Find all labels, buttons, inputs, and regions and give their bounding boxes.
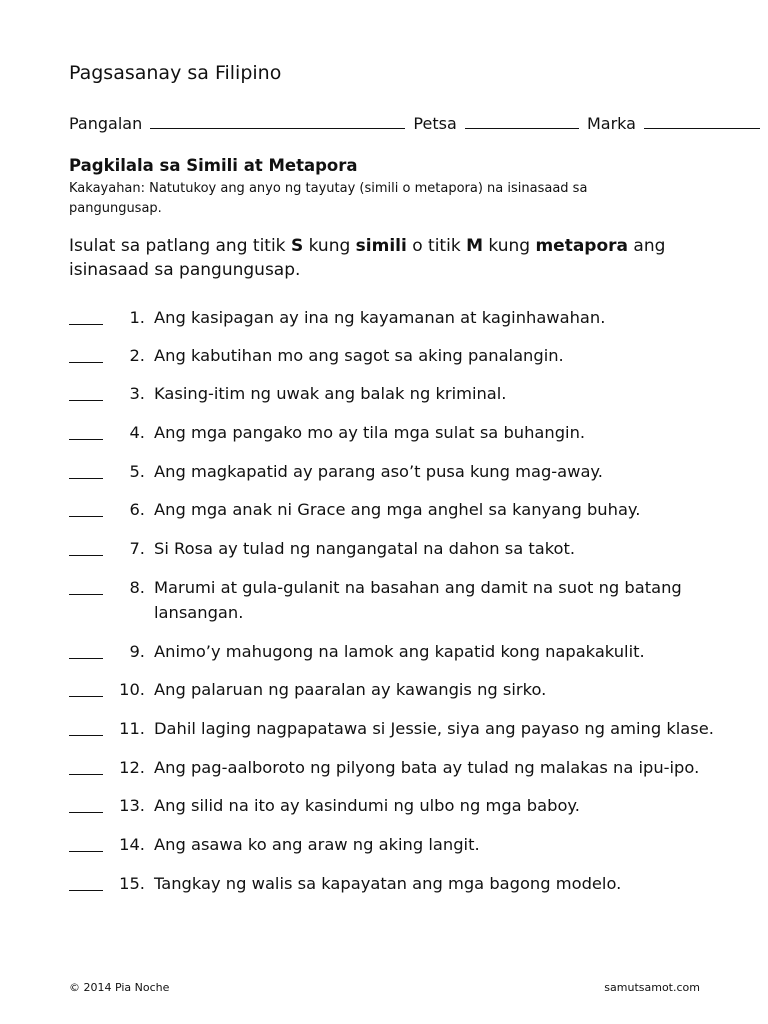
item-number: 1.: [129, 308, 145, 327]
answer-blank[interactable]: [69, 497, 103, 517]
answer-blank[interactable]: [69, 755, 103, 775]
instr-part3: o titik: [406, 236, 467, 256]
answer-blank[interactable]: [69, 459, 103, 479]
exercise-list: [69, 305, 719, 896]
item-text: Dahil laging nagpapatawa si Jessie, siya ang payaso ng aming klase.: [154, 719, 714, 738]
item-text: Si Rosa ay tulad ng nangangatal na dahon sa takot.: [154, 539, 576, 558]
item-number: 15.: [119, 874, 145, 893]
item-number: 4.: [129, 423, 145, 442]
item-text: Animo’y mahugong na lamok ang kapatid kong napakakulit.: [154, 642, 645, 661]
exercise-item: [69, 755, 719, 780]
exercise-item: [69, 536, 719, 561]
item-number: 8.: [129, 578, 145, 597]
instr-s-letter: S: [290, 236, 304, 256]
exercise-item: [69, 832, 719, 857]
student-info-line: [69, 113, 760, 133]
section-title: Pagkilala sa Simili at Metapora: [69, 156, 358, 175]
item-text: Ang mga pangako mo ay tila mga sulat sa buhangin.: [154, 423, 586, 442]
answer-blank[interactable]: [69, 793, 103, 813]
answer-blank[interactable]: [69, 716, 103, 736]
item-number: 6.: [129, 500, 145, 519]
item-number: 9.: [129, 642, 145, 661]
item-text: Ang kasipagan ay ina ng kayamanan at kaginhawahan.: [154, 308, 606, 327]
answer-blank[interactable]: [69, 420, 103, 440]
item-number: 11.: [119, 719, 145, 738]
exercise-item: [69, 459, 719, 484]
answer-blank[interactable]: [69, 639, 103, 659]
instr-part5: ang isinasaad sa pangungusap.: [69, 236, 666, 280]
item-text: Kasing-itim ng uwak ang balak ng kriminal.: [154, 384, 507, 403]
exercise-item: [69, 716, 719, 741]
item-text: Ang pag-aalboroto ng pilyong bata ay tulad ng malakas na ipu-ipo.: [154, 758, 700, 777]
instr-m-letter: M: [466, 236, 483, 256]
item-number: 10.: [119, 680, 145, 699]
instr-part1: Isulat sa patlang ang titik: [69, 236, 291, 256]
item-number: 12.: [119, 758, 145, 777]
instr-part4: kung: [482, 236, 536, 256]
instr-part2: kung: [303, 236, 356, 256]
answer-blank[interactable]: [69, 305, 103, 325]
skill-description: Kakayahan: Natutukoy ang anyo ng tayutay (simili o metapora) na isinasaad sa pangungusap.: [69, 181, 588, 216]
item-text: Ang palaruan ng paaralan ay kawangis ng sirko.: [154, 680, 547, 699]
item-text: Ang magkapatid ay parang aso’t pusa kung mag-away.: [154, 462, 603, 481]
exercise-item: [69, 871, 719, 896]
item-text: Ang silid na ito ay kasindumi ng ulbo ng mga baboy.: [154, 796, 580, 815]
item-number: 2.: [129, 346, 145, 365]
exercise-item: [69, 343, 719, 368]
item-number: 14.: [119, 835, 145, 854]
name-blank: [150, 113, 405, 129]
exercise-item: [69, 639, 719, 664]
item-text: Ang asawa ko ang araw ng aking langit.: [154, 835, 480, 854]
answer-blank[interactable]: [69, 381, 103, 401]
instr-metapora: metapora: [535, 236, 629, 256]
exercise-item: [69, 575, 719, 625]
exercise-item: [69, 677, 719, 702]
site-name: samutsamot.com: [604, 981, 700, 994]
name-label: Pangalan: [69, 114, 143, 133]
item-number: 7.: [129, 539, 145, 558]
item-text: Ang kabutihan mo ang sagot sa aking panalangin.: [154, 346, 564, 365]
answer-blank[interactable]: [69, 343, 103, 363]
item-number: 13.: [119, 796, 145, 815]
page-title: Pagsasanay sa Filipino: [69, 62, 282, 84]
copyright-notice: © 2014 Pia Noche: [69, 981, 170, 994]
exercise-item: [69, 381, 719, 406]
item-number: 3.: [129, 384, 145, 403]
instructions: [69, 234, 719, 282]
grade-label: Marka: [586, 114, 636, 133]
exercise-item: [69, 420, 719, 445]
date-blank: [465, 113, 579, 129]
answer-blank[interactable]: [69, 536, 103, 556]
answer-blank[interactable]: [69, 832, 103, 852]
answer-blank[interactable]: [69, 871, 103, 891]
item-text: Marumi at gula-gulanit na basahan ang damit na suot ng batang lansangan.: [154, 578, 682, 622]
item-text: Tangkay ng walis sa kapayatan ang mga bagong modelo.: [154, 874, 622, 893]
exercise-item: [69, 305, 719, 330]
answer-blank[interactable]: [69, 575, 103, 595]
date-label: Petsa: [413, 114, 457, 133]
instr-simili: simili: [355, 236, 407, 256]
exercise-item: [69, 793, 719, 818]
grade-blank: [644, 113, 760, 129]
answer-blank[interactable]: [69, 677, 103, 697]
exercise-item: [69, 497, 719, 522]
item-text: Ang mga anak ni Grace ang mga anghel sa kanyang buhay.: [154, 500, 641, 519]
item-number: 5.: [129, 462, 145, 481]
